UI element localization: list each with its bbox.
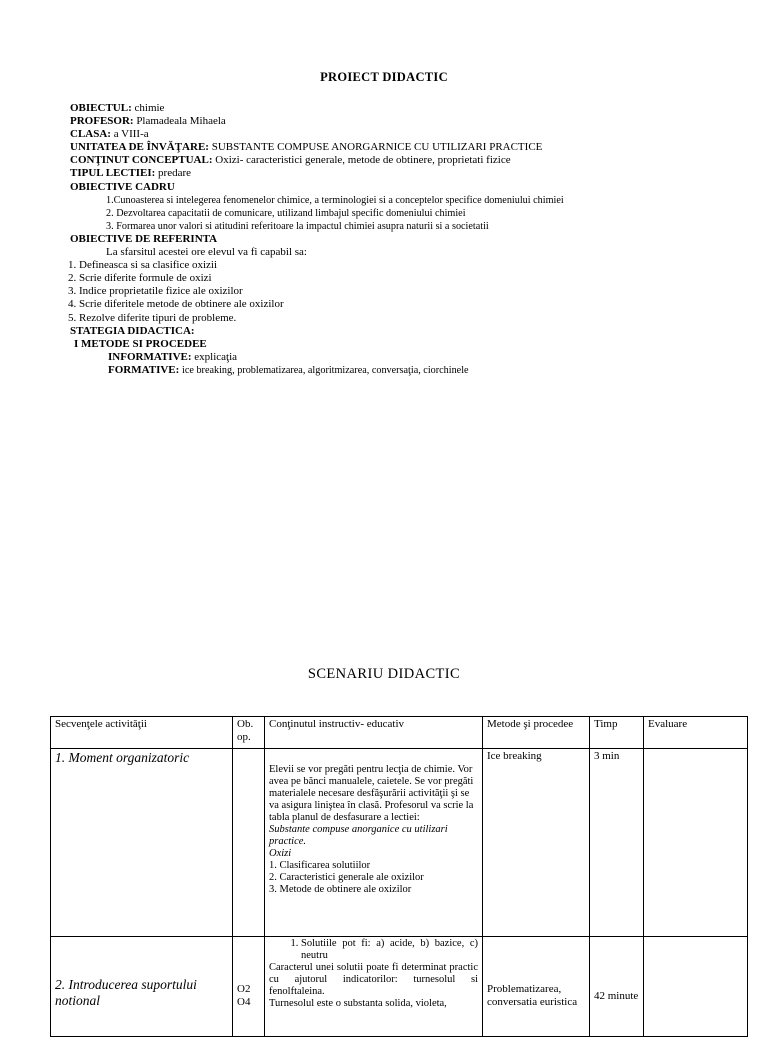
content-list-item: 1. Clasificarea solutiilor	[269, 860, 371, 871]
obiectiv-referinta-item: 2. Scrie diferite formule de oxizi	[68, 272, 212, 285]
field-label: OBIECTUL:	[70, 102, 132, 114]
section-obiective-cadru: OBIECTIVE CADRU	[70, 180, 175, 193]
methods-cell: Problematizarea, conversatia euristica	[483, 937, 590, 1037]
table-header-cell: Timp	[590, 717, 644, 749]
table-header-cell: Ob. op.	[233, 717, 265, 749]
obiectiv-cadru-item: 1.Cunoasterea si intelegerea fenomenelor chimice, a terminologiei si a conceptelor specifice domeniului chimiei	[106, 194, 564, 206]
section-strategia: STATEGIA DIDACTICA:	[70, 324, 195, 337]
field-value: Plamadeala Mihaela	[136, 115, 226, 128]
page-title: PROIECT DIDACTIC	[320, 70, 448, 84]
content-italic-subtitle: Oxizi	[269, 848, 292, 859]
evaluation-cell	[644, 937, 748, 1037]
obiectiv-referinta-item: 5. Rezolve diferite tipuri de probleme.	[68, 311, 237, 324]
evaluation-cell	[644, 749, 748, 937]
field-tipul	[70, 167, 750, 180]
content-list-item: 1. Solutiile pot fi: a) acide, b) bazice, c) neutru	[301, 938, 478, 962]
sequence-cell	[51, 937, 233, 1037]
table-header-cell: Secvenţele activităţii	[51, 717, 233, 749]
content-list-item: 3. Metode de obtinere ale oxizilor	[269, 884, 412, 895]
time-cell: 42 minute	[590, 937, 644, 1037]
field-continut	[70, 154, 750, 167]
field-label: UNITATEA DE ÎNVĂŢARE:	[70, 141, 209, 154]
sequence-cell	[51, 749, 233, 937]
field-unitatea	[70, 141, 750, 154]
obiectiv-referinta-item: 1. Defineasca si sa clasifice oxizii	[68, 259, 218, 272]
field-value: SUBSTANTE COMPUSE ANORGARNICE CU UTILIZARI PRACTICE	[211, 141, 543, 154]
formative-label: FORMATIVE:	[108, 363, 180, 376]
ob-cell	[233, 749, 265, 937]
table-row	[51, 749, 748, 937]
table-header-cell: Conţinutul instructiv- educativ	[265, 717, 483, 749]
content-cell	[265, 937, 483, 1037]
field-label: CONŢINUT CONCEPTUAL:	[70, 154, 213, 167]
project-header	[70, 102, 750, 377]
field-profesor	[70, 115, 750, 128]
field-value: a VIII-a	[113, 128, 149, 141]
content-italic-title: Substante compuse anorganice cu utilizari practice.	[269, 824, 448, 847]
scenariu-title: SCENARIU DIDACTIC	[307, 666, 461, 682]
content-paragraph: Elevii se vor pregăti pentru lecţia de chimie. Vor avea pe bănci manualele, caietele. Se vor pregăti materialele necesare desfăşurării activităţii şi se va asigura liniştea în clasă. Profesorul va scrie la tabla planul de desfasurare a lectiei:	[269, 764, 474, 823]
sequence-label: 2. Introducerea suportului notional	[55, 976, 197, 1008]
strategia-formative	[70, 364, 750, 377]
methods-cell: Ice breaking	[483, 749, 590, 937]
content-list	[269, 938, 478, 962]
scenariu-table	[50, 716, 748, 1037]
strategia-sub-label: I METODE SI PROCEDEE	[74, 337, 207, 350]
table-header-cell: Metode şi procedee	[483, 717, 590, 749]
field-obiectul	[70, 102, 750, 115]
field-value: predare	[158, 167, 192, 180]
obiectiv-cadru-item: 3. Formarea unor valori si atitudini referitoare la impactul chimiei asupra naturii si a societatii	[106, 220, 489, 232]
field-clasa	[70, 128, 750, 141]
field-label: TIPUL LECTIEI:	[70, 167, 156, 180]
content-cell	[265, 749, 483, 937]
obiectiv-referinta-item: 4. Scrie diferitele metode de obtinere ale oxizilor	[68, 298, 284, 311]
field-value: chimie	[134, 102, 165, 114]
table-header-row	[51, 717, 748, 749]
field-label: CLASA:	[70, 128, 111, 141]
content-paragraph: Caracterul unei solutii poate fi determinat practic cu ajutorul indicatorilor: turnesolul si fenolftaleina.	[269, 962, 478, 997]
informative-label: INFORMATIVE:	[108, 350, 192, 363]
table-row	[51, 937, 748, 1037]
table-header-cell: Evaluare	[644, 717, 748, 749]
content-list-item: 2. Caracteristici generale ale oxizilor	[269, 872, 424, 883]
content-paragraph: Turnesolul este o substanta solida, violeta,	[269, 998, 447, 1009]
formative-value: ice breaking, problematizarea, algoritmizarea, conversaţia, ciorchinele	[182, 364, 469, 376]
sequence-label: 1. Moment organizatoric	[55, 750, 190, 765]
obiective-referinta-intro: La sfarsitul acestei ore elevul va fi capabil sa:	[106, 246, 307, 259]
strategia-informative	[70, 351, 750, 364]
field-label: PROFESOR:	[70, 115, 134, 128]
obiectiv-referinta-item: 3. Indice proprietatile fizice ale oxizilor	[68, 285, 243, 298]
time-cell: 3 min	[590, 749, 644, 937]
informative-value: explicaţia	[194, 350, 238, 363]
section-obiective-referinta: OBIECTIVE DE REFERINTA	[70, 232, 218, 245]
obiectiv-cadru-item: 2. Dezvoltarea capacitatii de comunicare, utilizand limbajul specific domeniului chimiei	[106, 207, 466, 219]
ob-cell: O2 O4	[233, 937, 265, 1037]
field-value: Oxizi- caracteristici generale, metode de obtinere, proprietati fizice	[215, 154, 511, 167]
